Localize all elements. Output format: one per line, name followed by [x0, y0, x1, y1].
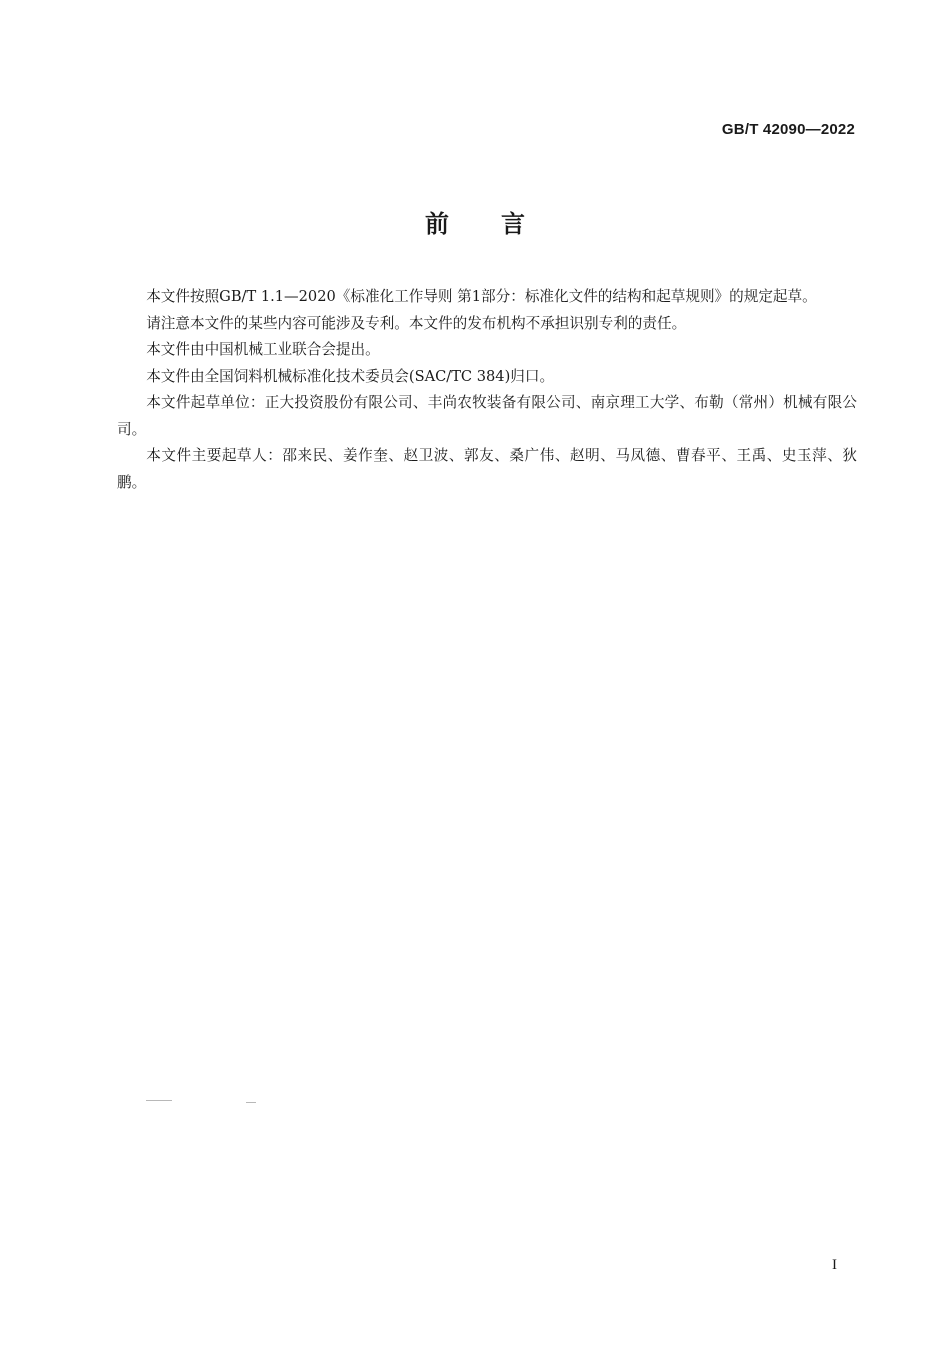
scan-artifact-line	[146, 1100, 172, 1101]
paragraph-drafters: 本文件主要起草人：邵来民、姜作奎、赵卫波、郭友、桑广伟、赵明、马凤德、曹春平、王禹、史玉萍、狄鹏。	[117, 447, 857, 491]
page-number: I	[832, 1257, 837, 1273]
paragraph-proposer: 本文件由中国机械工业联合会提出。	[146, 341, 380, 358]
page-title: 前言	[425, 210, 577, 238]
paragraph-drafting-rules: 本文件按照GB/T 1.1—2020《标准化工作导则 第1部分：标准化文件的结构和起草规则》的规定起草。	[146, 288, 817, 305]
standard-code: GB/T 42090—2022	[721, 121, 855, 138]
paragraph-drafting-units: 本文件起草单位：正大投资股份有限公司、丰尚农牧装备有限公司、南京理工大学、布勒（常州）机械有限公司。	[117, 394, 857, 438]
paragraph-committee: 本文件由全国饲料机械标准化技术委员会(SAC/TC 384)归口。	[146, 367, 555, 385]
paragraph-patent-notice: 请注意本文件的某些内容可能涉及专利。本文件的发布机构不承担识别专利的责任。	[146, 314, 687, 332]
scan-artifact-line	[246, 1102, 256, 1103]
foreword-body	[117, 284, 857, 496]
